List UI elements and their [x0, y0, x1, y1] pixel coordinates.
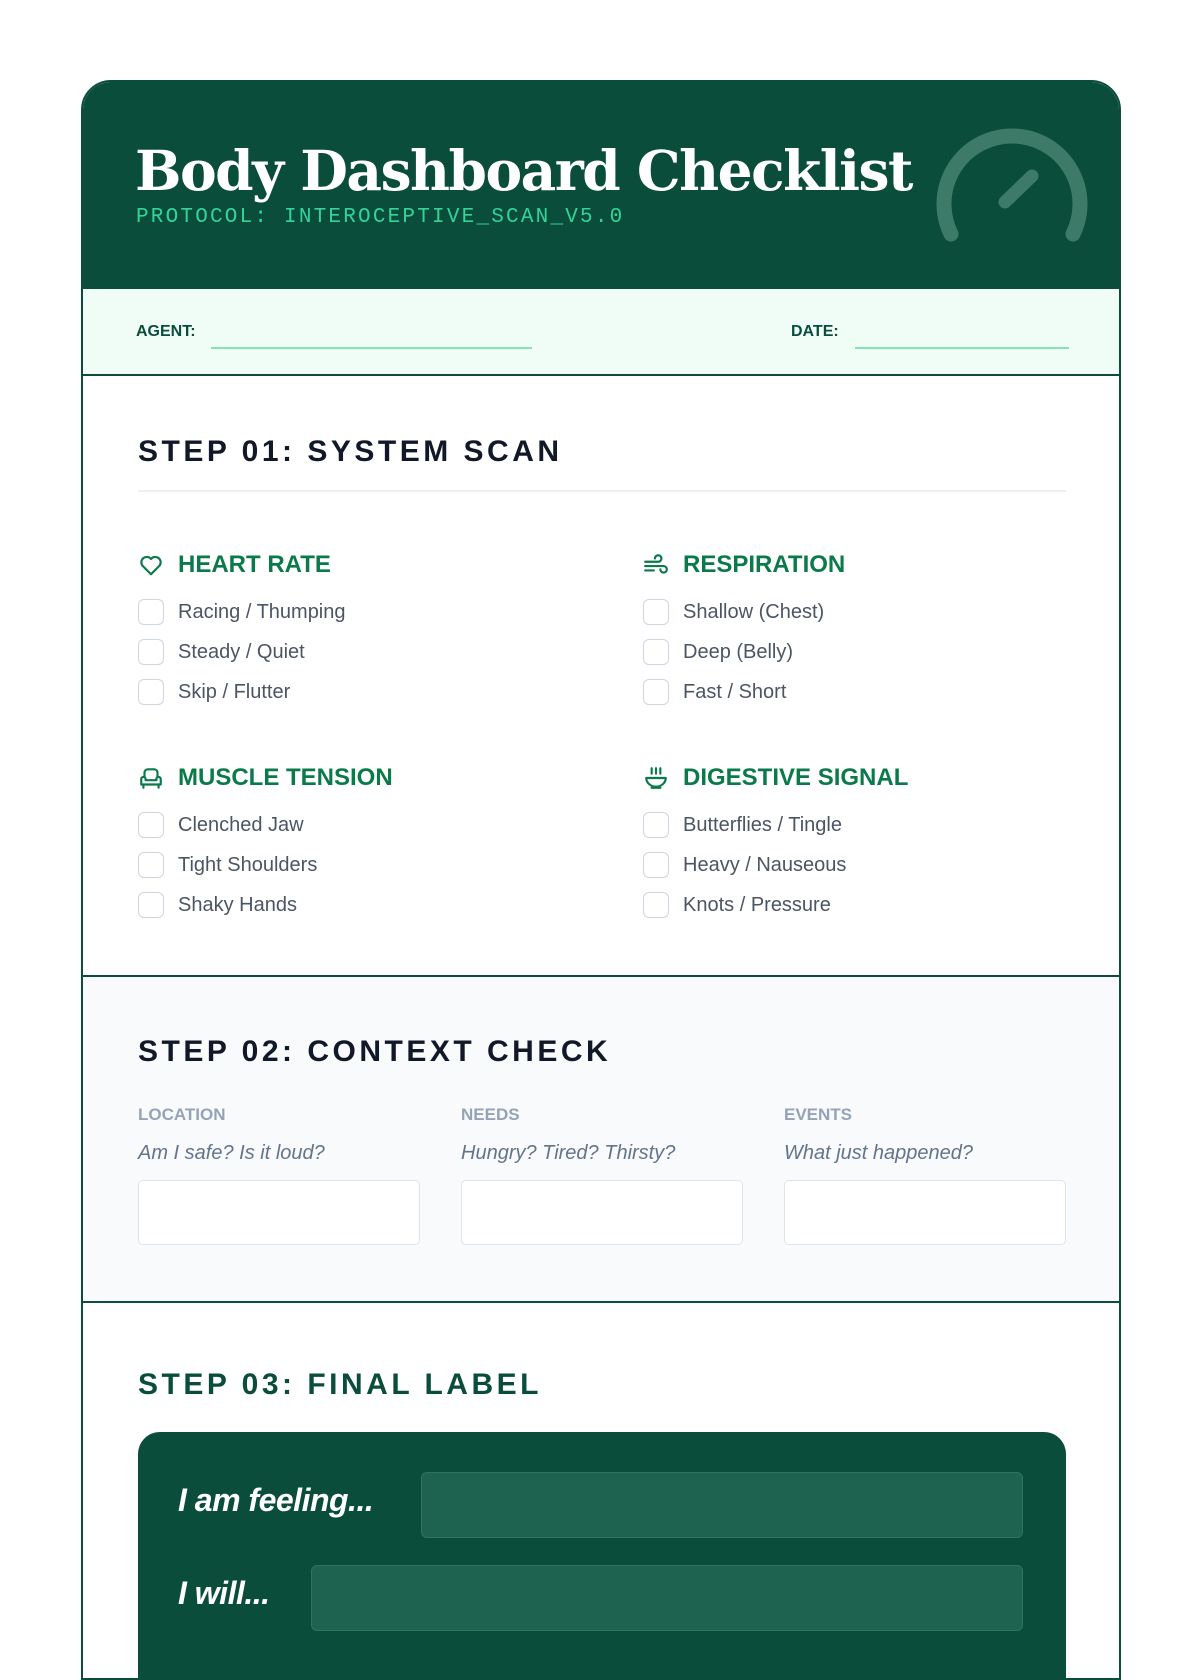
option-label: Knots / Pressure [683, 893, 831, 916]
checkbox[interactable] [138, 639, 164, 665]
group-title: RESPIRATION [683, 551, 846, 578]
group-title: DIGESTIVE SIGNAL [683, 764, 909, 791]
option-label: Racing / Thumping [178, 600, 346, 623]
events-input[interactable] [784, 1180, 1066, 1245]
checkbox[interactable] [643, 639, 669, 665]
wind-icon [643, 552, 669, 578]
context-label: NEEDS [461, 1105, 520, 1124]
checkbox[interactable] [643, 679, 669, 705]
checkbox[interactable] [643, 852, 669, 878]
agent-date-bar [83, 289, 1119, 376]
option-label: Steady / Quiet [178, 640, 305, 663]
option-label: Tight Shoulders [178, 853, 318, 876]
context-prompt: Hungry? Tired? Thirsty? [461, 1142, 676, 1164]
checkbox[interactable] [643, 892, 669, 918]
protocol-id: PROTOCOL: INTEROCEPTIVE_SCAN_V5.0 [136, 206, 625, 229]
option-label: Butterflies / Tingle [683, 813, 842, 836]
feeling-input[interactable] [421, 1472, 1023, 1538]
option-label: Deep (Belly) [683, 640, 794, 663]
divider [138, 490, 1066, 492]
option-label: Shallow (Chest) [683, 600, 825, 623]
checkbox[interactable] [643, 812, 669, 838]
context-check-section [83, 975, 1119, 1303]
context-prompt: What just happened? [784, 1142, 974, 1164]
group-title: MUSCLE TENSION [178, 764, 393, 791]
group-digestive-signal [643, 763, 1063, 918]
step2-title: STEP 02: CONTEXT CHECK [138, 1035, 612, 1068]
option-label: Skip / Flutter [178, 680, 291, 703]
context-label: LOCATION [138, 1105, 226, 1124]
checkbox[interactable] [138, 679, 164, 705]
option-label: Clenched Jaw [178, 813, 304, 836]
speedometer-icon [933, 126, 1093, 246]
group-heart-rate [138, 550, 558, 705]
action-input[interactable] [311, 1565, 1023, 1631]
group-respiration [643, 550, 1063, 705]
location-input[interactable] [138, 1180, 420, 1245]
option-label: Heavy / Nauseous [683, 853, 847, 876]
feeling-label: I am feeling... [178, 1482, 374, 1518]
needs-input[interactable] [461, 1180, 743, 1245]
heart-icon [138, 552, 164, 578]
checkbox[interactable] [138, 812, 164, 838]
context-prompt: Am I safe? Is it loud? [138, 1142, 325, 1164]
date-label: DATE: [791, 323, 839, 340]
page-title: Body Dashboard Checklist [135, 138, 912, 203]
checkbox[interactable] [138, 852, 164, 878]
soup-bowl-icon [643, 765, 669, 791]
header [83, 82, 1119, 289]
checklist-card [81, 80, 1121, 1680]
agent-field[interactable] [211, 347, 532, 349]
option-label: Fast / Short [683, 680, 787, 703]
step3-title: STEP 03: FINAL LABEL [138, 1368, 542, 1401]
agent-label: AGENT: [136, 323, 196, 340]
checkbox[interactable] [138, 599, 164, 625]
group-title: HEART RATE [178, 551, 331, 578]
date-field[interactable] [855, 347, 1069, 349]
checkbox[interactable] [643, 599, 669, 625]
action-label: I will... [178, 1575, 270, 1611]
context-label: EVENTS [784, 1105, 853, 1124]
step1-title: STEP 01: SYSTEM SCAN [138, 435, 563, 468]
armchair-icon [138, 765, 164, 791]
option-label: Shaky Hands [178, 893, 297, 916]
final-label-panel [138, 1432, 1066, 1680]
checkbox[interactable] [138, 892, 164, 918]
group-muscle-tension [138, 763, 558, 918]
